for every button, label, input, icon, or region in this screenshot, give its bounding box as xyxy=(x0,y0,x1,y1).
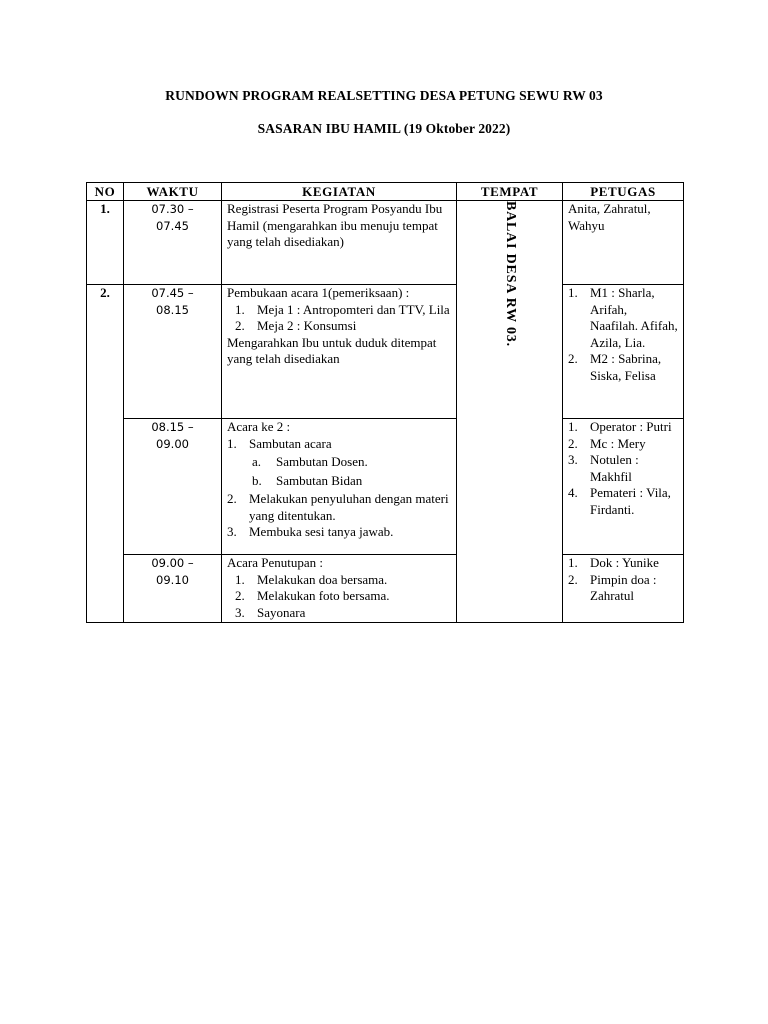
list-marker: 2. xyxy=(568,435,578,451)
time-start: 09.00 – xyxy=(151,556,194,570)
list-text: Melakukan doa bersama. xyxy=(257,571,388,587)
staff-cell xyxy=(563,285,684,419)
list-marker: 2. xyxy=(568,571,578,587)
list-item xyxy=(227,473,451,490)
list-item xyxy=(227,588,451,605)
list-text: M2 : Sabrina, Siska, Felisa xyxy=(590,351,662,383)
list-text: Pimpin doa : Zahratul xyxy=(590,571,657,603)
list-marker: 1. xyxy=(235,571,245,587)
list-text: Sayonara xyxy=(257,604,306,620)
list-item xyxy=(568,419,678,436)
activity-text: Registrasi Peserta Program Posyandu Ibu Hamil (mengarahkan ibu menuju tempat yang telah disediakan) xyxy=(227,201,443,249)
staff-text: Anita, Zahratul, Wahyu xyxy=(568,201,651,233)
column-header-waktu: WAKTU xyxy=(124,183,222,201)
time-end: 09.00 xyxy=(156,437,189,451)
time-cell xyxy=(124,555,222,623)
activity-cell xyxy=(222,285,457,419)
list-text: Membuka sesi tanya jawab. xyxy=(249,524,394,539)
activity-cell xyxy=(222,419,457,555)
list-item xyxy=(568,452,678,485)
list-item xyxy=(227,436,451,453)
document-title: RUNDOWN PROGRAM REALSETTING DESA PETUNG SEWU RW 03 xyxy=(165,88,603,103)
table-header-row xyxy=(87,183,684,201)
list-marker: 1. xyxy=(235,301,245,317)
column-header-kegiatan: KEGIATAN xyxy=(222,183,457,201)
list-text: Sambutan Bidan xyxy=(276,472,363,488)
list-marker: 1. xyxy=(568,419,578,434)
list-text: Dok : Yunike xyxy=(590,555,659,570)
list-item xyxy=(568,436,678,453)
list-text: Meja 2 : Konsumsi xyxy=(257,318,357,333)
activity-heading: Pembukaan acara 1(pemeriksaan) : xyxy=(227,285,410,300)
staff-cell xyxy=(563,419,684,555)
list-marker: 2. xyxy=(235,318,245,333)
list-item xyxy=(568,485,678,518)
list-text: M1 : Sharla, Arifah, Naafilah. Afifah, Azila, Lia. xyxy=(590,285,678,350)
column-header-petugas: PETUGAS xyxy=(563,183,684,201)
list-marker: b. xyxy=(252,472,262,488)
activity-footer: Mengarahkan Ibu untuk duduk ditempat yang telah disediakan xyxy=(227,334,437,366)
time-start: 07.45 – xyxy=(151,286,194,300)
time-end: 09.10 xyxy=(156,573,189,587)
column-header-no: NO xyxy=(87,183,124,201)
list-marker: 3. xyxy=(568,452,578,467)
table-row xyxy=(87,285,684,419)
list-item xyxy=(568,351,678,384)
list-item xyxy=(227,572,451,589)
list-item xyxy=(568,555,678,572)
list-item xyxy=(227,318,451,335)
location-text: BALAI DESA RW 03. xyxy=(502,201,518,347)
activity-cell xyxy=(222,201,457,285)
list-item xyxy=(227,454,451,471)
list-marker: 2. xyxy=(235,588,245,603)
time-end: 07.45 xyxy=(156,219,189,233)
list-marker: 4. xyxy=(568,485,578,500)
list-text: Melakukan penyuluhan dengan materi yang ditentukan. xyxy=(249,491,449,523)
list-text: Operator : Putri xyxy=(590,419,672,434)
list-text: Sambutan acara xyxy=(249,435,332,451)
list-marker: 1. xyxy=(568,285,578,300)
table-row xyxy=(87,555,684,623)
list-text: Meja 1 : Antropomteri dan TTV, Lila xyxy=(257,301,450,317)
list-text: Sambutan Dosen. xyxy=(276,454,368,469)
table-row xyxy=(87,201,684,285)
time-cell xyxy=(124,201,222,285)
list-marker: a. xyxy=(252,454,262,469)
list-item xyxy=(227,491,451,524)
row-number: 2. xyxy=(87,285,124,623)
staff-cell xyxy=(563,555,684,623)
list-item xyxy=(568,572,678,605)
list-marker: 3. xyxy=(227,524,237,539)
list-text: Mc : Mery xyxy=(590,435,646,451)
list-marker: 2. xyxy=(227,491,237,506)
time-cell xyxy=(124,285,222,419)
list-text: Notulen : Makhfil xyxy=(590,452,639,484)
list-item xyxy=(227,524,451,541)
row-number: 1. xyxy=(87,201,124,285)
list-marker: 3. xyxy=(235,604,245,620)
table-row xyxy=(87,419,684,555)
list-text: Pemateri : Vila, Firdanti. xyxy=(590,485,671,517)
staff-cell xyxy=(563,201,684,285)
column-header-tempat: TEMPAT xyxy=(457,183,563,201)
list-item xyxy=(227,302,451,319)
list-marker: 1. xyxy=(227,435,237,451)
activity-heading: Acara ke 2 : xyxy=(227,419,291,434)
activity-heading: Acara Penutupan : xyxy=(227,555,324,570)
list-text: Melakukan foto bersama. xyxy=(257,588,390,603)
location-cell xyxy=(457,201,563,623)
list-item xyxy=(568,285,678,351)
time-start: 07.30 – xyxy=(151,202,194,216)
rundown-table xyxy=(86,182,684,623)
document-subtitle: SASARAN IBU HAMIL (19 Oktober 2022) xyxy=(257,121,511,136)
list-marker: 2. xyxy=(568,351,578,366)
activity-cell xyxy=(222,555,457,623)
list-item xyxy=(227,605,451,622)
list-marker: 1. xyxy=(568,555,578,570)
time-cell xyxy=(124,419,222,555)
time-start: 08.15 – xyxy=(151,420,194,434)
time-end: 08.15 xyxy=(156,303,189,317)
